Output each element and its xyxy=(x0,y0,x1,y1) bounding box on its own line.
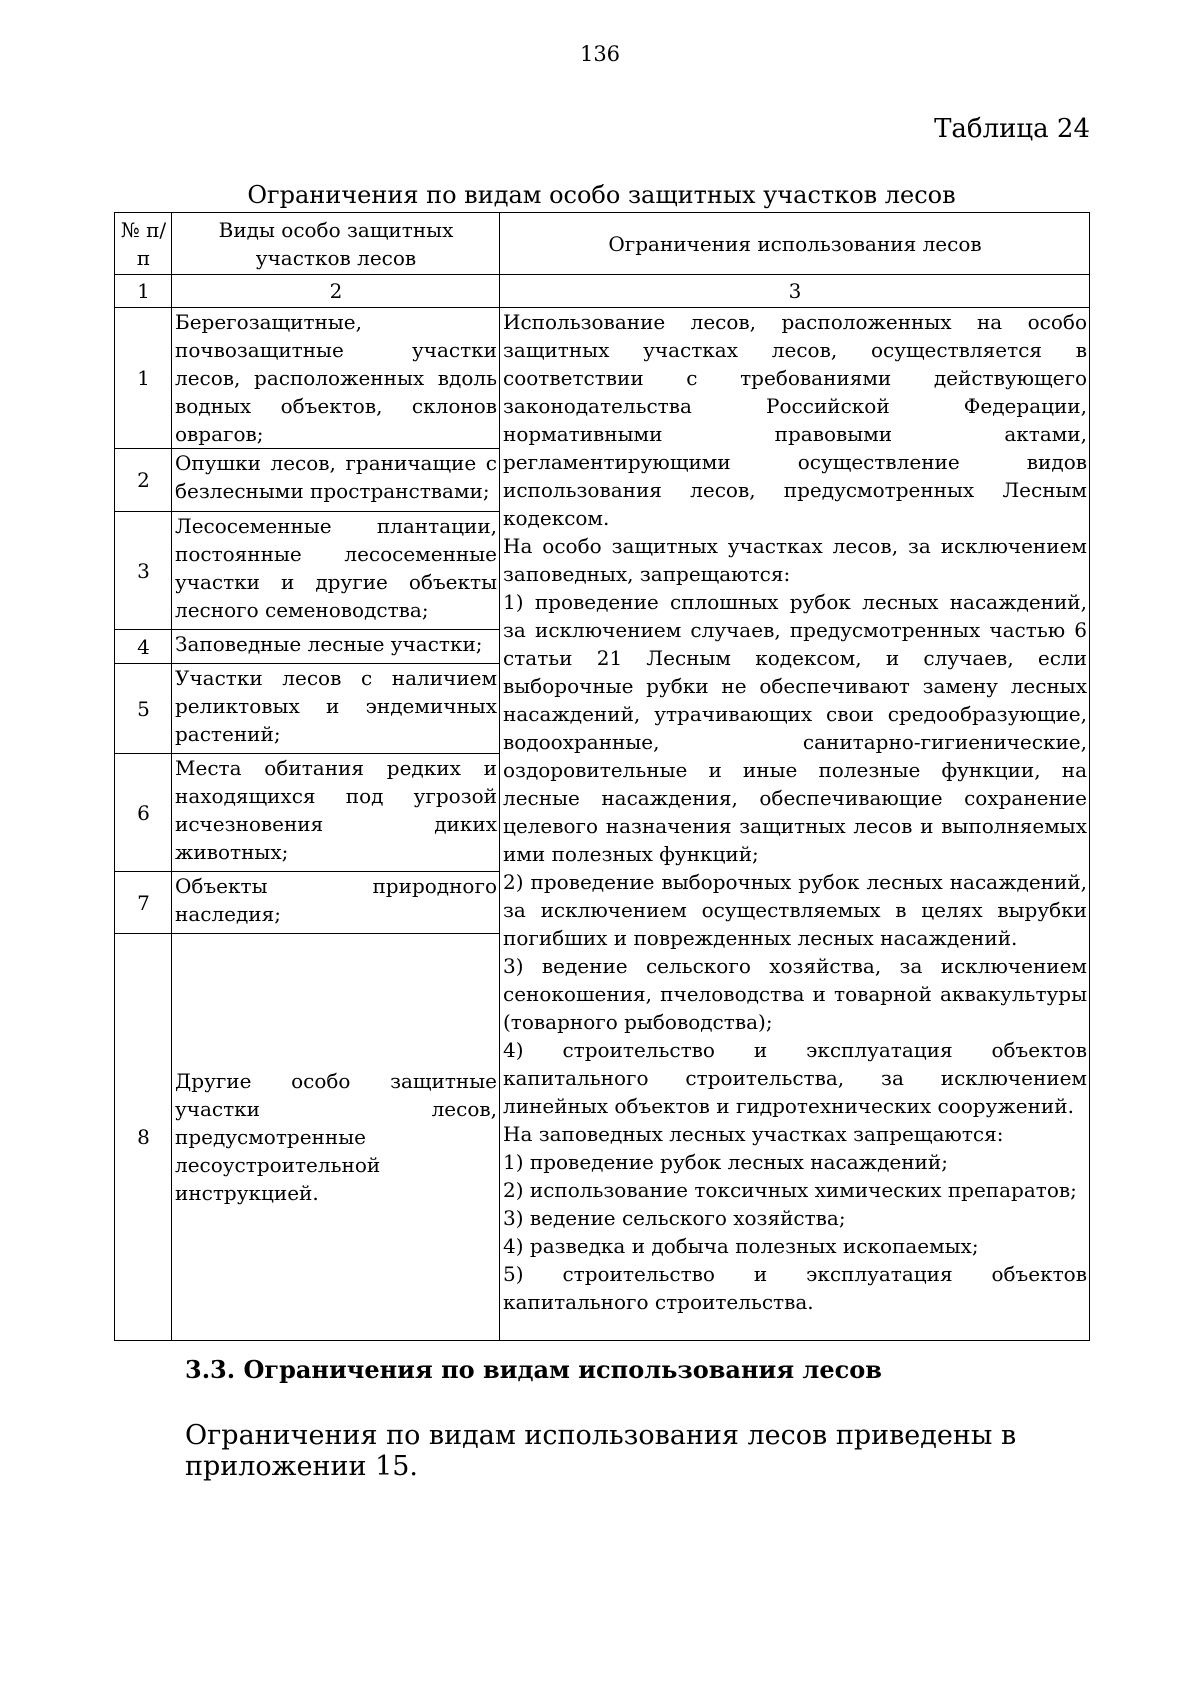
section-text: Ограничения по видам использования лесов приведены в приложении 15. xyxy=(185,1420,1017,1482)
forest-area-type: Участки лесов с наличием реликтовых и эндемичных растений; xyxy=(172,664,500,754)
restriction-text: 1) проведение сплошных рубок лесных насаждений, за исключением случаев, предусмотренных частью 6 статьи 21 Лесным кодексом, и случаев, если выборочные рубки не обеспечивают замену лесных насаждений, утрачивающих свои средообразующие, водоохранные, санитарно-гигиенические, оздоровительные и иные полезные функции, на лесные насаждения, обеспечивающие сохранение целевого назначения защитных лесов и выполняемых ими полезных функций; xyxy=(503,590,1087,866)
row-number: 2 xyxy=(115,449,172,512)
forest-area-type: Места обитания редких и находящихся под угрозой исчезновения диких животных; xyxy=(172,754,500,872)
forest-area-type: Берегозащитные, почвозащитные участки лесов, расположенных вдоль водных объектов, склонов оврагов; xyxy=(172,308,500,449)
forest-area-type: Опушки лесов, граничащие с безлесными пространствами; xyxy=(172,449,500,512)
row-number: 5 xyxy=(115,664,172,754)
restriction-text: 4) строительство и эксплуатация объектов капитального строительства, за исключением линейных объектов и гидротехнических сооружений. xyxy=(503,1038,1087,1118)
restriction-text: На особо защитных участках лесов, за исключением заповедных, запрещаются: xyxy=(503,534,1087,586)
restrictions-table xyxy=(114,212,1090,1341)
column-numbers-row xyxy=(115,275,1090,308)
restriction-text: 5) строительство и эксплуатация объектов капитального строительства. xyxy=(503,1262,1087,1314)
forest-area-type: Объекты природного наследия; xyxy=(172,872,500,934)
restriction-text: 2) использование токсичных химических препаратов; xyxy=(503,1178,1077,1202)
header-forest-area-types: Виды особо защитных участков лесов xyxy=(172,213,500,275)
table-header-row xyxy=(115,213,1090,275)
page-number: 136 xyxy=(579,42,621,66)
row-number: 1 xyxy=(115,308,172,449)
header-number: № п/п xyxy=(115,213,172,275)
restriction-text: 3) ведение сельского хозяйства; xyxy=(503,1206,846,1230)
column-number-3: 3 xyxy=(500,275,1090,308)
section-heading: 3.3. Ограничения по видам использования лесов xyxy=(185,1355,882,1384)
row-number: 8 xyxy=(115,934,172,1341)
header-restrictions: Ограничения использования лесов xyxy=(500,213,1090,275)
forest-area-type: Заповедные лесные участки; xyxy=(172,630,500,664)
restriction-text: 3) ведение сельского хозяйства, за исключением сенокошения, пчеловодства и товарной аквакультуры (товарного рыбоводства); xyxy=(503,954,1087,1034)
table-row xyxy=(115,308,1090,449)
restriction-text: 1) проведение рубок лесных насаждений; xyxy=(503,1150,948,1174)
forest-area-type: Другие особо защитные участки лесов, предусмотренные лесоустроительной инструкцией. xyxy=(172,934,500,1341)
restriction-text: На заповедных лесных участках запрещаются: xyxy=(503,1122,1004,1146)
restriction-text: 2) проведение выборочных рубок лесных насаждений, за исключением осуществляемых в целях вырубки погибших и поврежденных лесных насаждений. xyxy=(503,870,1087,950)
row-number: 4 xyxy=(115,630,172,664)
forest-area-type: Лесосеменные плантации, постоянные лесосеменные участки и другие объекты лесного семеноводства; xyxy=(172,512,500,630)
row-number: 7 xyxy=(115,872,172,934)
column-number-1: 1 xyxy=(115,275,172,308)
restriction-text: 4) разведка и добыча полезных ископаемых; xyxy=(503,1234,979,1258)
column-number-2: 2 xyxy=(172,275,500,308)
row-number: 3 xyxy=(115,512,172,630)
table-title: Ограничения по видам особо защитных участков лесов xyxy=(247,181,956,209)
restriction-text: Использование лесов, расположенных на особо защитных участках лесов, осуществляется в соответствии с требованиями действующего законодательства Российской Федерации, нормативными правовыми актами, регламентирующими осуществление видов использования лесов, предусмотренных Лесным кодексом. xyxy=(503,310,1087,530)
restrictions-cell xyxy=(500,308,1090,1341)
table-label: Таблица 24 xyxy=(934,114,1090,144)
row-number: 6 xyxy=(115,754,172,872)
